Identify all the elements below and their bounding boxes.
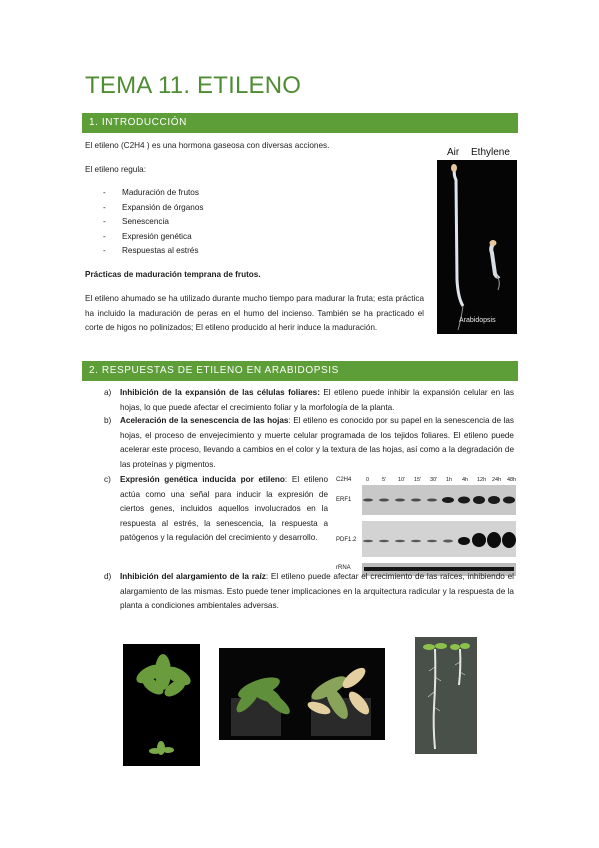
rosette-photo: [123, 644, 200, 766]
seedling-image: [437, 160, 517, 334]
page-title: TEMA 11. ETILENO: [85, 72, 302, 99]
item-letter: c): [104, 475, 111, 484]
time-label: 0: [366, 477, 370, 483]
time-label: 24h: [492, 477, 502, 483]
time-label: 12h: [477, 477, 487, 483]
blot-row-label: rRNA: [336, 565, 351, 571]
seedling-illustration: [437, 160, 517, 334]
item-body: Inhibición de la expansión de las células foliares: El etileno puede inhibir la expansión celular en las hojas, lo que puede afectar el crecimiento foliar y la morfología de la planta.: [120, 388, 514, 412]
section-heading-respuestas: 2. RESPUESTAS DE ETILENO EN ARABIDOPSIS: [82, 361, 518, 381]
item-body: Inhibición del alargamiento de la raíz: El etileno puede afectar el crecimiento de las raíces, inhibiendo el alargamiento de las mismas. Esto puede tener implicaciones en la arquitectura radicular y la respuesta de la planta a condiciones ambientales adversas.: [120, 572, 514, 610]
list-item-a: [104, 386, 514, 416]
item-body: Aceleración de la senescencia de las hojas: El etileno es conocido por su papel en la senescencia de las hojas, el proceso de envejecimiento y muerte celular programada de los tejidos foliares. El etileno puede acelerar este proceso, llevando a cambios en el color y la textura de las hojas, así como a la degradación de las proteínas y pigmentos.: [120, 416, 515, 469]
time-label: 15': [414, 477, 422, 483]
blot-bands: [362, 485, 516, 578]
list-item-d: [104, 570, 514, 630]
list-item-c: [104, 473, 329, 573]
root-photo: [415, 637, 477, 754]
senescence-photo: [219, 648, 385, 740]
practicas-heading: Prácticas de maduración temprana de frutos.: [85, 270, 261, 279]
northern-blot-figure: [336, 475, 516, 578]
intro-paragraph: El etileno (C2H4 ) es una hormona gaseosa con diversas acciones.: [85, 141, 330, 150]
item-letter: d): [104, 572, 112, 581]
practicas-paragraph: El etileno ahumado se ha utilizado durante mucho tiempo para madurar la fruta; esta práctica ha incluido la maduración de peras en el humo del incienso. También se ha practicado el corte de higos no polinizados; El etileno producido al herir induce la maduración.: [85, 294, 424, 332]
item-letter: a): [104, 388, 112, 397]
image-label-air: Air: [447, 147, 460, 158]
item-body: Expresión genética inducida por etileno: El etileno actúa como una señal para inducir la expresión de ciertos genes, incluidos aquellos involucrados en la respuesta al estrés, la senescencia, la respuesta a patógenos y la regulación del crecimiento y desarrollo.: [120, 475, 328, 542]
section-heading-introduccion: 1. INTRODUCCIÓN: [82, 113, 518, 133]
regula-label: El etileno regula:: [85, 165, 146, 174]
time-label: 10': [398, 477, 406, 483]
blot-row-label: ERF1: [336, 497, 352, 503]
time-label: 30': [430, 477, 438, 483]
image-caption-arabidopsis: Arabidopsis: [459, 317, 496, 324]
blot-row-label: PDF1.2: [336, 537, 357, 543]
time-label: 5': [382, 477, 387, 483]
time-label: 4h: [462, 477, 469, 483]
image-label-ethylene: Ethylene: [471, 147, 510, 158]
time-label: 48h: [507, 477, 517, 483]
time-label: 1h: [446, 477, 453, 483]
blot-time-labels: [366, 477, 516, 485]
regula-list: - Maduración de frutos - Expansión de órganos - Senescencia - Expresión genética - Respuestas al estrés: [103, 188, 204, 255]
list-item-b: [104, 414, 514, 474]
item-letter: b): [104, 416, 112, 425]
blot-header-label: C2H4: [336, 477, 352, 483]
